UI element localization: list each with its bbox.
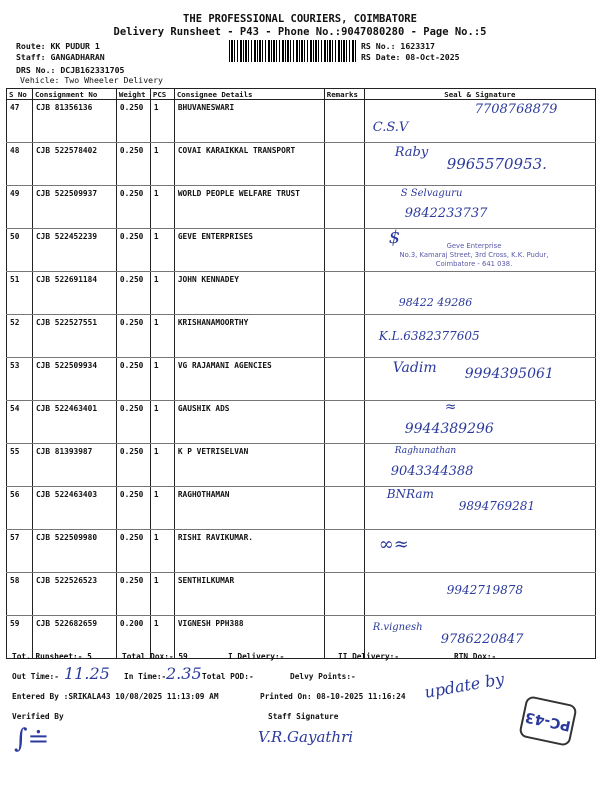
cell-weight: 0.250: [116, 315, 150, 358]
cell-consignee: VG RAJAMANI AGENCIES: [174, 358, 324, 401]
cell-weight: 0.250: [116, 229, 150, 272]
signature-phone: 7708768879: [474, 102, 558, 117]
cell-consignment: CJB 522691184: [32, 272, 116, 315]
signature-mark: Raby: [394, 145, 429, 160]
cell-signature: [364, 186, 595, 229]
signature-phone: 9942719878: [446, 583, 524, 597]
cell-signature: [364, 401, 595, 444]
cell-signature: [364, 573, 595, 616]
out-time-value: 11.25: [64, 664, 110, 683]
pc-stamp: [518, 695, 578, 747]
table-row: [7, 315, 596, 358]
col-header-pcs: PCS: [150, 89, 174, 100]
out-time-label: Out Time:-: [12, 672, 59, 681]
runsheet-table: [6, 88, 596, 659]
cell-signature: [364, 358, 595, 401]
cell-consignment: CJB 522527551: [32, 315, 116, 358]
cell-signature: [364, 530, 595, 573]
cell-sno: 55: [7, 444, 33, 487]
signature-phone: 9842233737: [404, 206, 488, 221]
cell-consignment: CJB 522463401: [32, 401, 116, 444]
signature-mark: $: [388, 227, 401, 248]
cell-consignment: CJB 522509934: [32, 358, 116, 401]
cell-weight: 0.250: [116, 100, 150, 143]
table-row: [7, 573, 596, 616]
document-title: [0, 13, 600, 39]
signature-phone: K.L.6382377605: [378, 329, 480, 343]
cell-signature: [364, 272, 595, 315]
i-delivery: I Delivery:-: [228, 652, 285, 661]
cell-consignee: WORLD PEOPLE WELFARE TRUST: [174, 186, 324, 229]
cell-signature: [364, 143, 595, 186]
cell-pcs: 1: [150, 444, 174, 487]
cell-weight: 0.250: [116, 143, 150, 186]
cell-remarks: [324, 530, 364, 573]
cell-weight: 0.250: [116, 444, 150, 487]
signature-mark: Vadim: [392, 360, 437, 376]
cell-consignee: RISHI RAVIKUMAR.: [174, 530, 324, 573]
cell-pcs: 1: [150, 487, 174, 530]
signature-phone: 9965570953.: [446, 155, 547, 173]
cell-sno: 56: [7, 487, 33, 530]
cell-consignee: K P VETRISELVAN: [174, 444, 324, 487]
cell-pcs: 1: [150, 401, 174, 444]
total-pod: Total POD:-: [202, 672, 254, 681]
cell-remarks: [324, 573, 364, 616]
cell-signature: [364, 100, 595, 143]
cell-pcs: 1: [150, 229, 174, 272]
cell-pcs: 1: [150, 143, 174, 186]
table-header-row: [7, 89, 596, 100]
col-header-consignment: Consignment No: [32, 89, 116, 100]
cell-weight: 0.250: [116, 530, 150, 573]
cell-pcs: 1: [150, 186, 174, 229]
signature-mark: S Selvaguru: [400, 188, 463, 199]
cell-sno: 59: [7, 616, 33, 659]
cell-pcs: 1: [150, 358, 174, 401]
cell-sno: 51: [7, 272, 33, 315]
cell-consignee: VIGNESH PPH388: [174, 616, 324, 659]
col-header-weight: Weight: [116, 89, 150, 100]
staff-signature-label: Staff Signature: [268, 712, 339, 721]
entered-by: Entered By :SRIKALA43 10/08/2025 11:13:09 AM: [12, 692, 219, 701]
delvy-points: Delvy Points:-: [290, 672, 356, 681]
col-header-consignee: Consignee Details: [174, 89, 324, 100]
table-row: [7, 616, 596, 659]
cell-pcs: 1: [150, 530, 174, 573]
signature-phone: 9944389296: [404, 421, 494, 437]
seal-stamp: [384, 242, 564, 269]
signature-mark: ≈: [444, 399, 457, 415]
stamp-line: Geve Enterprise: [446, 242, 502, 250]
signature-mark: ∞≈: [378, 534, 409, 555]
signature-phone: 98422 49286: [398, 296, 473, 309]
stamp-line: No.3, Kamaraj Street, 3rd Cross, K.K. Pudur,: [399, 251, 549, 259]
signature-phone: 9786220847: [440, 632, 524, 647]
signature-mark: R.vignesh: [372, 622, 423, 633]
cell-consignment: CJB 81356136: [32, 100, 116, 143]
cell-sno: 52: [7, 315, 33, 358]
cell-remarks: [324, 143, 364, 186]
table-row: [7, 358, 596, 401]
cell-consignee: GEVE ENTERPRISES: [174, 229, 324, 272]
cell-sno: 58: [7, 573, 33, 616]
rs-number: RS No.: 1623317: [361, 41, 435, 51]
cell-consignee: COVAI KARAIKKAL TRANSPORT: [174, 143, 324, 186]
tot-runsheet: Tot. Runsheet:- 5: [12, 652, 92, 661]
cell-remarks: [324, 401, 364, 444]
table-row: [7, 530, 596, 573]
cell-remarks: [324, 272, 364, 315]
cell-remarks: [324, 358, 364, 401]
cell-weight: 0.250: [116, 487, 150, 530]
table-row: [7, 401, 596, 444]
cell-sno: 53: [7, 358, 33, 401]
cell-consignee: JOHN KENNADEY: [174, 272, 324, 315]
stamp-line: Coimbatore - 641 038.: [435, 260, 513, 268]
barcode-icon: [229, 40, 357, 62]
pc-stamp-code: PC-43: [523, 708, 573, 734]
cell-consignee: BHUVANESWARI: [174, 100, 324, 143]
cell-remarks: [324, 315, 364, 358]
cell-signature: [364, 315, 595, 358]
verified-by-label: Verified By: [12, 712, 64, 721]
signature-phone: 9043344388: [390, 464, 474, 479]
ii-delivery: II Delivery:-: [338, 652, 400, 661]
cell-remarks: [324, 487, 364, 530]
table-row: [7, 272, 596, 315]
cell-sno: 54: [7, 401, 33, 444]
cell-sno: 47: [7, 100, 33, 143]
signature-mark: C.S.V: [372, 120, 409, 135]
rtn-dox: RTN Dox:-: [454, 652, 497, 661]
cell-weight: 0.200: [116, 616, 150, 659]
cell-pcs: 1: [150, 315, 174, 358]
cell-sno: 50: [7, 229, 33, 272]
cell-consignment: CJB 522463403: [32, 487, 116, 530]
route-text: Route: KK PUDUR 1: [16, 41, 100, 51]
signature-mark: Raghunathan: [394, 446, 457, 456]
cell-consignee: SENTHILKUMAR: [174, 573, 324, 616]
total-dox: Total Dox:- 59: [122, 652, 188, 661]
in-time-label: In Time:-: [124, 672, 167, 681]
staff-text: Staff: GANGADHARAN: [16, 52, 105, 62]
cell-remarks: [324, 444, 364, 487]
cell-consignment: CJB 81393987: [32, 444, 116, 487]
cell-weight: 0.250: [116, 186, 150, 229]
cell-weight: 0.250: [116, 401, 150, 444]
signature-phone: 9894769281: [458, 499, 536, 513]
cell-consignment: CJB 522509980: [32, 530, 116, 573]
col-header-sno: S No: [7, 89, 33, 100]
cell-weight: 0.250: [116, 573, 150, 616]
cell-remarks: [324, 100, 364, 143]
cell-pcs: 1: [150, 573, 174, 616]
cell-pcs: 1: [150, 100, 174, 143]
cell-consignment: CJB 522526523: [32, 573, 116, 616]
table-row: [7, 487, 596, 530]
cell-signature: [364, 444, 595, 487]
cell-consignee: RAGHOTHAMAN: [174, 487, 324, 530]
verified-signature: ∫≐: [14, 724, 50, 754]
cell-consignment: CJB 522682659: [32, 616, 116, 659]
cell-consignee: GAUSHIK ADS: [174, 401, 324, 444]
table-row: [7, 444, 596, 487]
table-row: [7, 143, 596, 186]
cell-sno: 49: [7, 186, 33, 229]
staff-signature: V.R.Gayathri: [258, 728, 354, 746]
table-row: [7, 186, 596, 229]
signature-mark: BNRam: [386, 487, 434, 501]
vehicle-text: Vehicle: Two Wheeler Delivery: [20, 75, 163, 85]
cell-consignment: CJB 522452239: [32, 229, 116, 272]
cell-sno: 48: [7, 143, 33, 186]
cell-pcs: 1: [150, 272, 174, 315]
rs-date: RS Date: 08-Oct-2025: [361, 52, 460, 62]
cell-consignee: KRISHANAMOORTHY: [174, 315, 324, 358]
cell-remarks: [324, 229, 364, 272]
cell-sno: 57: [7, 530, 33, 573]
cell-signature: [364, 487, 595, 530]
table-row: [7, 100, 596, 143]
company-name: THE PROFESSIONAL COURIERS, COIMBATORE: [183, 13, 417, 25]
cell-weight: 0.250: [116, 358, 150, 401]
cell-consignment: CJB 522578402: [32, 143, 116, 186]
printed-on: Printed On: 08-10-2025 11:16:24: [260, 692, 406, 701]
drs-number: DRS No.: DCJB162331705: [16, 65, 125, 75]
cell-pcs: 1: [150, 616, 174, 659]
in-time-value: 2.35: [166, 664, 202, 683]
cell-remarks: [324, 186, 364, 229]
update-note: update by: [422, 669, 506, 702]
col-header-seal: Seal & Signature: [364, 89, 595, 100]
cell-weight: 0.250: [116, 272, 150, 315]
runsheet-subtitle: Delivery Runsheet - P43 - Phone No.:9047080280 - Page No.:5: [113, 26, 487, 38]
col-header-remarks: Remarks: [324, 89, 364, 100]
signature-phone: 9994395061: [464, 366, 554, 382]
cell-consignment: CJB 522509937: [32, 186, 116, 229]
